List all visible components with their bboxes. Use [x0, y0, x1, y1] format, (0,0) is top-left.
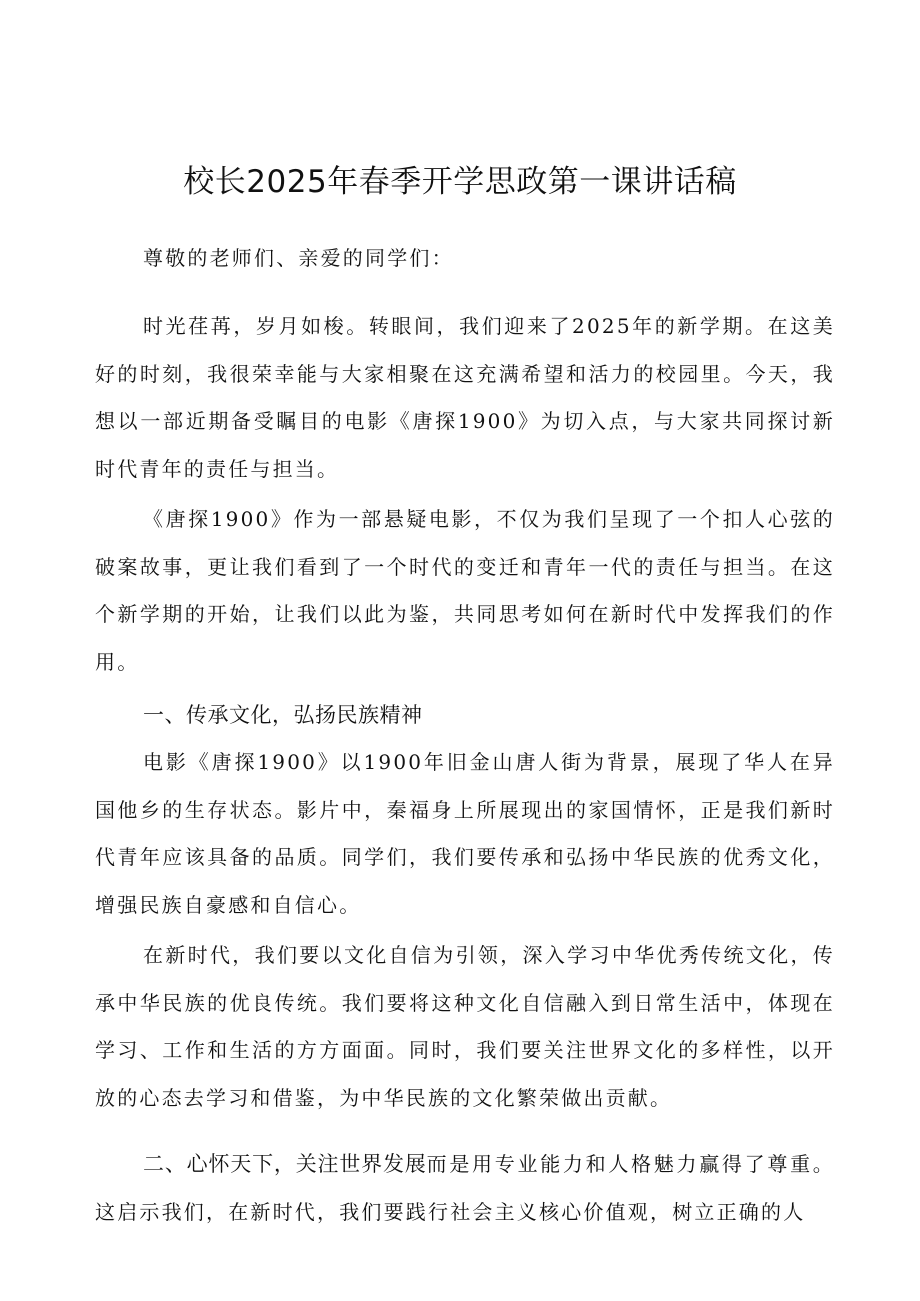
section1-paragraph2-text: 在新时代，我们要以文化自信为引领，深入学习中华优秀传统文化，传承中华民族的优良传统。我们要将这种文化自信融入到日常生活中，体现在学习、工作和生活的方方面面。同时，我们要关注世界文化的多样性，以开放的心态去学习和借鉴，为中华民族的文化繁荣做出贡献。: [95, 943, 835, 1110]
film-paragraph: [95, 496, 835, 686]
section2-continuation: 而是用专业能力和人格魅力赢得了尊重。这启示我们，在新时代，我们要践行社会主义核心价值观，树立正确的人: [95, 1152, 835, 1224]
intro-paragraph-text: 时光荏苒，岁月如梭。转眼间，我们迎来了2025年的新学期。在这美好的时刻，我很荣幸能与大家相聚在这充满希望和活力的校园里。今天，我想以一部近期备受瞩目的电影《唐探1900》为切入点，与大家共同探讨新时代青年的责任与担当。: [95, 314, 835, 481]
section2-paragraph: [95, 1141, 835, 1236]
section-heading-1: 一、传承文化，弘扬民族精神: [143, 703, 423, 727]
intro-paragraph: [95, 303, 835, 493]
section1-paragraph2: [95, 932, 835, 1122]
section1-paragraph1: [95, 739, 835, 929]
section1-paragraph1-text: 电影《唐探1900》以1900年旧金山唐人街为背景，展现了华人在异国他乡的生存状态。影片中，秦福身上所展现出的家国情怀，正是我们新时代青年应该具备的品质。同学们，我们要传承和弘扬中华民族的优秀文化，增强民族自豪感和自信心。: [95, 750, 835, 917]
greeting-text: 尊敬的老师们、亲爱的同学们：: [143, 246, 454, 270]
page-title: 校长2025年春季开学思政第一课讲话稿: [183, 164, 737, 200]
film-paragraph-text: 《唐探1900》作为一部悬疑电影，不仅为我们呈现了一个扣人心弦的破案故事，更让我们看到了一个时代的变迁和青年一代的责任与担当。在这个新学期的开始，让我们以此为鉴，共同思考如何在新时代中发挥我们的作用。: [95, 507, 835, 674]
section-heading-2: 二、心怀天下，关注世界发展: [143, 1152, 427, 1176]
section2-paragraph-text: [95, 1141, 835, 1236]
greeting: [95, 235, 835, 283]
